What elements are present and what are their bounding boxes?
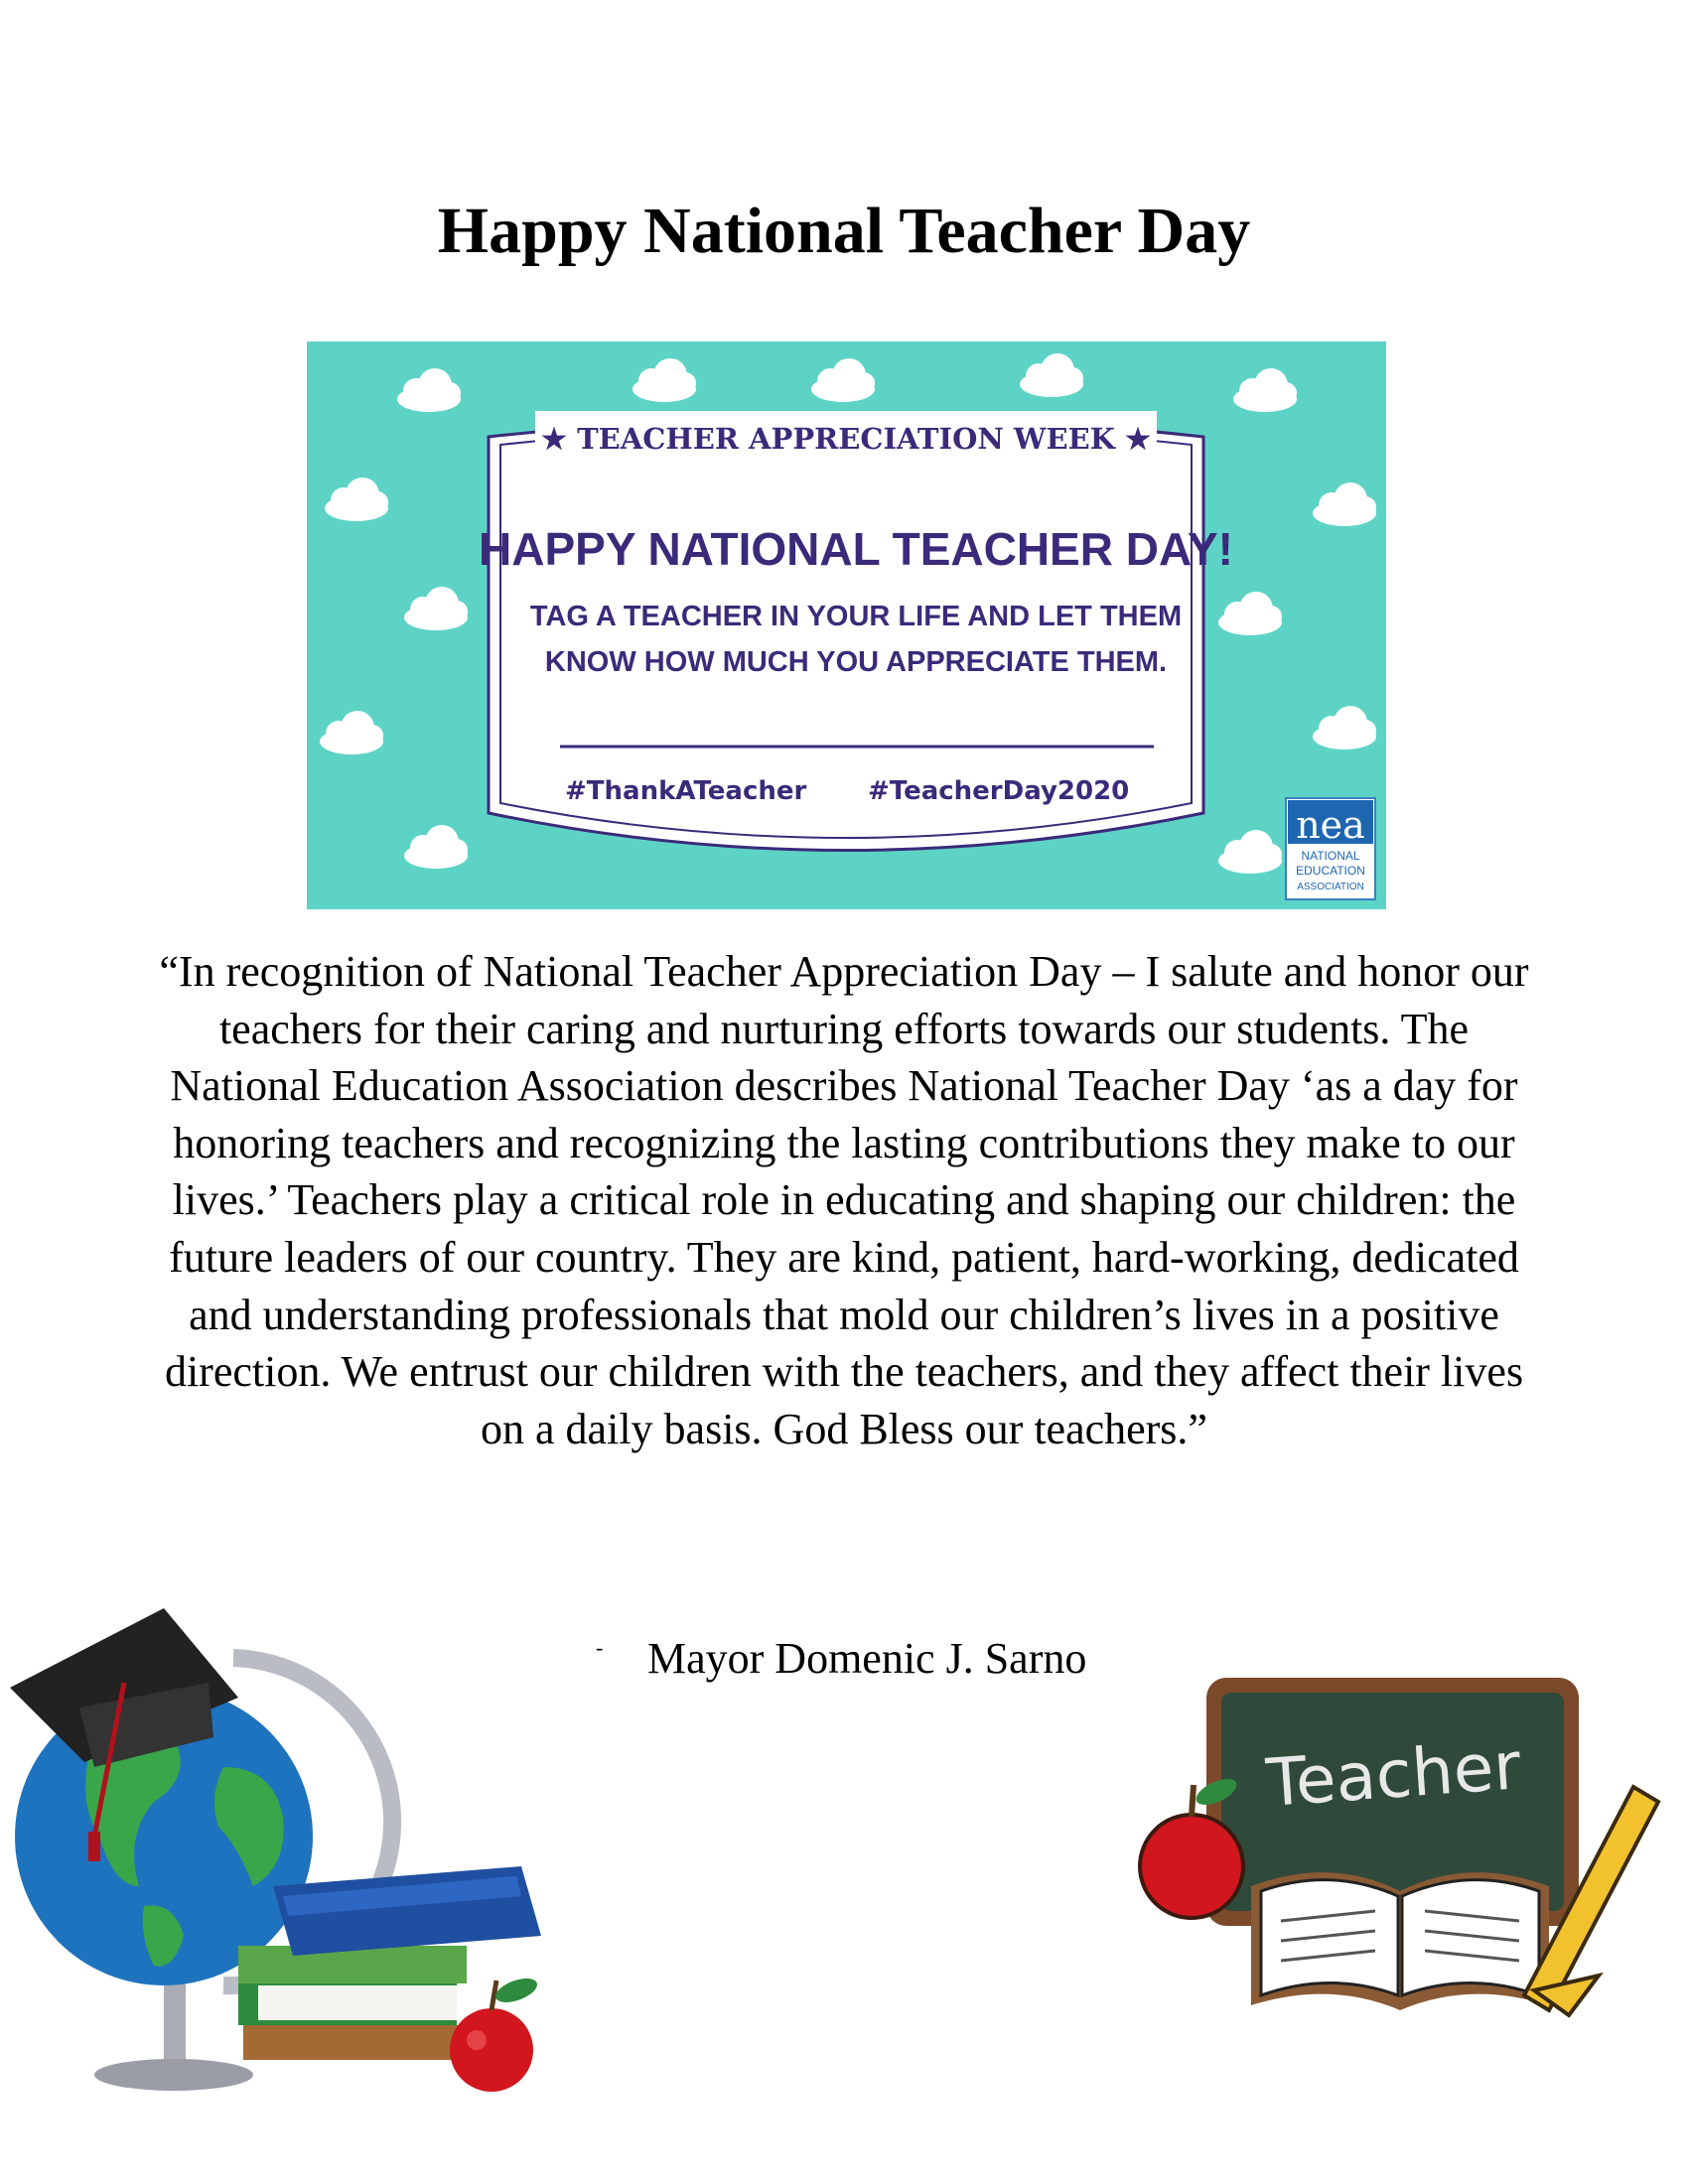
page-title: Happy National Teacher Day [437, 195, 1251, 267]
chalkboard-word: Teacher [1264, 1727, 1523, 1822]
hashtag-teacherday: #TeacherDay2020 [868, 776, 1130, 806]
week-label: ★ TEACHER APPRECIATION WEEK ★ [540, 422, 1152, 456]
banner-headline: HAPPY NATIONAL TEACHER DAY! [479, 523, 1233, 575]
apple-icon [1140, 1774, 1243, 1918]
apple-icon [450, 1974, 540, 2092]
globe-books-illustration [5, 1588, 561, 2095]
attribution-name: Mayor Domenic J. Sarno [647, 1634, 1087, 1683]
hashtag-thank: #ThankATeacher [565, 776, 807, 806]
banner-subtext-2: KNOW HOW MUCH YOU APPRECIATE THEM. [544, 646, 1168, 678]
teacher-chalkboard-illustration [1132, 1668, 1668, 2045]
open-book-icon [1251, 1872, 1549, 2010]
quote-text: “In recognition of National Teacher Appreciation Day – I salute and honor our teachers for their caring and nurturing efforts towards our students. The National Education Association describes National Teacher Day ‘as a day for honoring teachers and recognizing the lasting contributions they make to our lives.’ Teachers play a critical role in educating and shaping our children: the future leaders of our country. They are kind, patient, hard-working, dedicated and understanding professionals that mold our children’s lives in a positive direction. We entrust our children with the teachers, and they affect their lives on a daily basis. God Bless our teachers.” [159, 947, 1529, 1453]
banner-subtext-1: TAG A TEACHER IN YOUR LIFE AND LET THEM [529, 601, 1183, 632]
svg-text:nea: nea [1296, 803, 1365, 847]
svg-text:EDUCATION: EDUCATION [1296, 864, 1365, 878]
mayor-quote [149, 943, 1539, 1457]
svg-text:ASSOCIATION: ASSOCIATION [1297, 882, 1364, 892]
attribution-dash: - [596, 1635, 604, 1660]
star-icon: ★ [540, 422, 578, 456]
teacher-day-banner [307, 341, 1386, 909]
svg-text:NATIONAL: NATIONAL [1301, 849, 1360, 863]
nea-logo [1286, 798, 1375, 899]
